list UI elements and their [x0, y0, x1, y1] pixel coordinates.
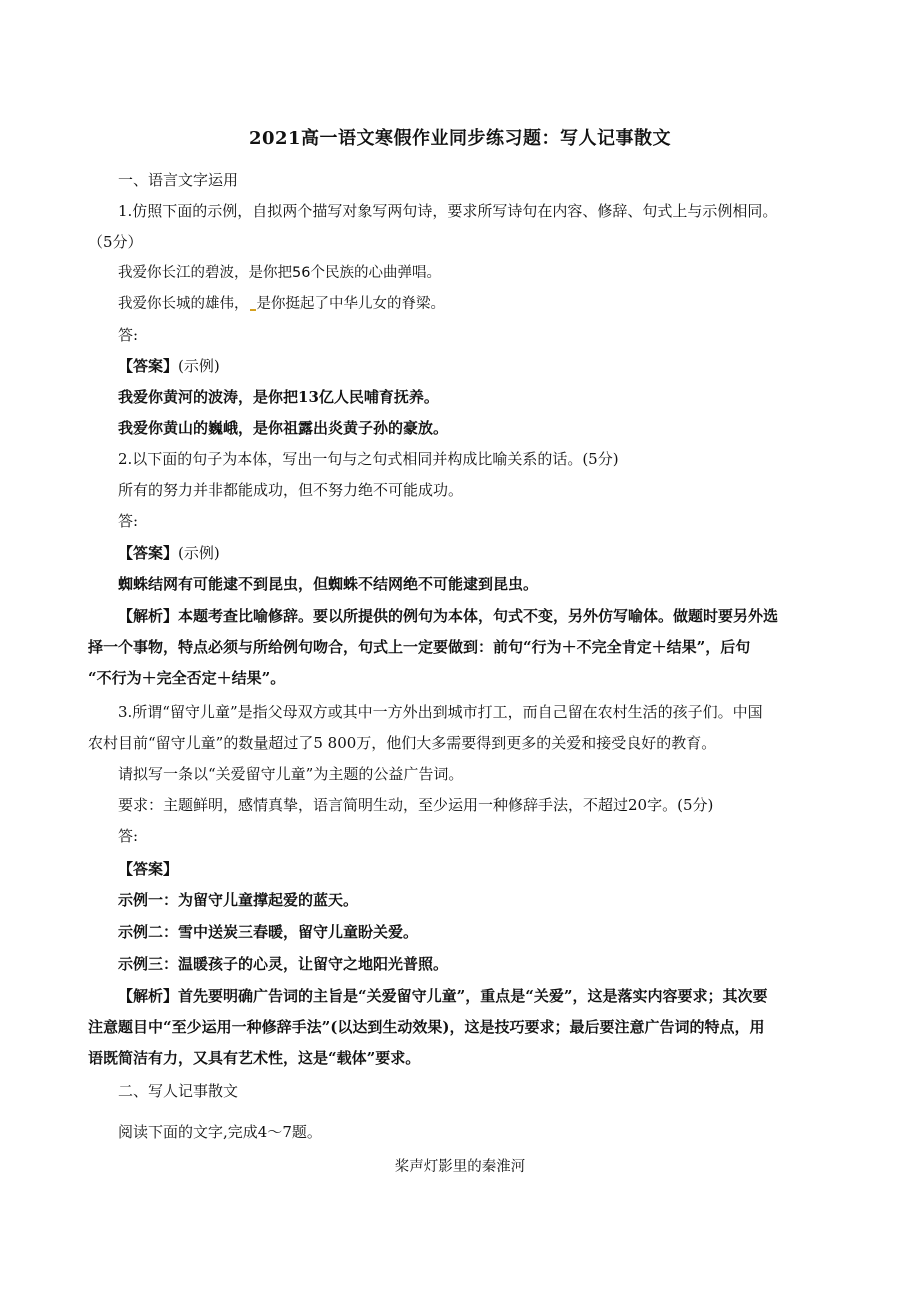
text-cursor-icon	[250, 309, 256, 311]
analysis-line: 注意题目中“至少运用一种修辞手法”(以达到生动效果)，这是技巧要求；最后要注意广告词的特点，用	[88, 1018, 765, 1036]
answer-line: 示例三：温暖孩子的心灵，让留守之地阳光普照。	[118, 955, 449, 973]
passage-title: 桨声灯影里的秦淮河	[394, 1159, 526, 1175]
document-title: 2021高一语文寒假作业同步练习题：写人记事散文	[248, 128, 672, 149]
answer-line: 示例二：雪中送炭三春暖，留守儿童盼关爱。	[118, 923, 419, 941]
answer-prompt: 答:	[118, 326, 139, 344]
answer-prompt: 答:	[118, 512, 139, 530]
question-3-stem: 3.所谓“留守儿童”是指父母双方或其中一方外出到城市打工，而自己留在农村生活的孩子们。中国	[118, 703, 763, 721]
example-line: 我爱你长江的碧波，是你把56个民族的心曲弹唱。	[118, 265, 441, 281]
answer-line: 我爱你黄河的波涛，是你把13亿人民哺育抚养。	[118, 388, 439, 406]
answer-line: 示例一：为留守儿童撑起爱的蓝天。	[118, 891, 359, 909]
reading-intro: 阅读下面的文字,完成4～7题。	[118, 1123, 322, 1141]
analysis-line: “不行为＋完全否定＋结果”。	[88, 669, 286, 687]
example-text: 我爱你长城的雄伟，	[118, 296, 249, 312]
analysis-text: 本题考查比喻修辞。要以所提供的例句为本体，句式不变，另外仿写喻体。做题时要另外选	[178, 607, 779, 625]
question-3-stem-cont: 农村目前“留守儿童”的数量超过了5 800万，他们大多需要得到更多的关爱和接受良好的教育。	[88, 734, 717, 752]
question-3-task: 请拟写一条以“关爱留守儿童”为主题的公益广告词。	[118, 765, 464, 783]
analysis-label: 【解析】	[118, 987, 179, 1005]
answer-prompt: 答:	[118, 827, 139, 845]
answer-label: 【答案】	[118, 357, 179, 375]
answer-note: (示例)	[178, 544, 220, 562]
analysis-line	[118, 606, 778, 626]
answer-label: 【答案】	[118, 544, 179, 562]
analysis-line	[118, 986, 768, 1006]
question-1-stem-cont: （5分）	[88, 233, 143, 251]
example-line	[118, 294, 445, 314]
section-heading: 二、写人记事散文	[118, 1082, 239, 1100]
question-1-stem: 1.仿照下面的示例，自拟两个描写对象写两句诗，要求所写诗句在内容、修辞、句式上与示例相同。	[118, 202, 778, 220]
question-2-stem: 2.以下面的句子为本体，写出一句与之句式相同并构成比喻关系的话。(5分)	[118, 450, 619, 468]
analysis-text: 首先要明确广告词的主旨是“关爱留守儿童”，重点是“关爱”，这是落实内容要求；其次要	[178, 987, 768, 1005]
analysis-line: 择一个事物，特点必须与所给例句吻合，句式上一定要做到：前句“行为＋不完全肯定＋结果”，后句	[88, 638, 751, 656]
answer-line: 我爱你黄山的巍峨，是你祖露出炎黄子孙的豪放。	[118, 419, 449, 437]
answer-line: 蜘蛛结网有可能逮不到昆虫，但蜘蛛不结网绝不可能逮到昆虫。	[118, 575, 539, 593]
answer-label: 【答案】	[118, 860, 179, 878]
section-heading: 一、语言文字运用	[118, 171, 239, 189]
analysis-line: 语既简洁有力，又具有艺术性，这是“载体”要求。	[88, 1049, 421, 1067]
question-3-requirement: 要求：主题鲜明，感情真挚，语言简明生动，至少运用一种修辞手法，不超过20字。(5分)	[118, 796, 714, 814]
analysis-label: 【解析】	[118, 607, 179, 625]
example-text: 是你挺起了中华儿女的脊梁。	[256, 296, 445, 312]
answer-heading	[118, 543, 220, 563]
answer-heading	[118, 356, 220, 376]
answer-note: (示例)	[178, 357, 220, 375]
question-2-sentence: 所有的努力并非都能成功，但不努力绝不可能成功。	[118, 481, 464, 499]
